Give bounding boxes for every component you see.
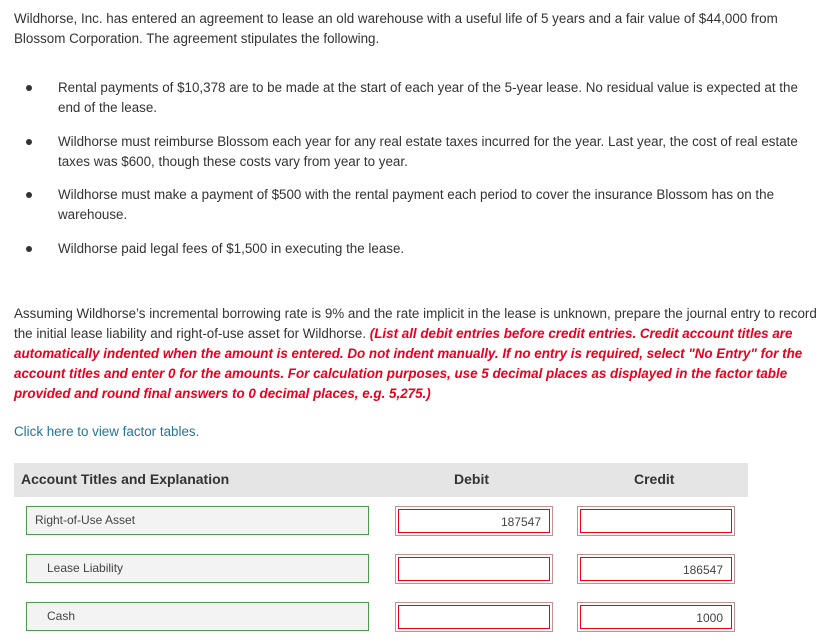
bullet-icon [26, 192, 32, 198]
list-item-text: Wildhorse must reimburse Blossom each year for any real estate taxes incurred for the year. Last year, the cost of real estate taxes was $600, though these costs vary from year to year. [58, 134, 798, 169]
debit-amount-value[interactable] [398, 605, 550, 629]
question-instructions: (List all debit entries before credit entries. Credit account titles are automatically indented when the amount is entered. Do not indent manually. If no entry is required, select "No Entry" for the account titles and enter 0 for the amounts. For calculation purposes, use 5 decimal places as displayed in the factor table provided and round final answers to 0 decimal places, e.g. 5,275.) [14, 326, 803, 401]
debit-amount-field[interactable] [395, 554, 553, 584]
debit-amount-field[interactable] [395, 506, 553, 536]
list-item-text: Wildhorse must make a payment of $500 with the rental payment each period to cover the insurance Blossom has on the warehouse. [58, 187, 775, 222]
bullet-icon [26, 246, 32, 252]
problem-intro: Wildhorse, Inc. has entered an agreement to lease an old warehouse with a useful life of 5 years and a fair value of $44,000 from Blossom Corporation. The agreement stipulates the following. [14, 11, 778, 46]
table-row [0, 506, 836, 536]
credit-column-header: Credit [634, 471, 675, 487]
table-row [0, 554, 836, 584]
credit-amount-field[interactable] [577, 506, 735, 536]
debit-amount-value[interactable]: 187547 [398, 509, 550, 533]
bullet-icon [26, 85, 32, 91]
account-column-header: Account Titles and Explanation [21, 471, 230, 487]
journal-table-header [14, 463, 748, 497]
table-row [0, 602, 836, 632]
credit-amount-field[interactable] [577, 554, 735, 584]
debit-amount-field[interactable] [395, 602, 553, 632]
factor-tables-link[interactable]: Click here to view factor tables. [14, 424, 200, 439]
debit-amount-value[interactable] [398, 557, 550, 581]
account-title-field[interactable]: Cash [26, 602, 369, 631]
credit-amount-value[interactable]: 1000 [580, 605, 732, 629]
list-item-text: Rental payments of $10,378 are to be made at the start of each year of the 5-year lease. No residual value is expected at the end of the lease. [58, 80, 798, 115]
debit-column-header: Debit [454, 471, 489, 487]
credit-amount-field[interactable] [577, 602, 735, 632]
bullet-icon [26, 139, 32, 145]
question-text: Assuming Wildhorse’s incremental borrowing rate is 9% and the rate implicit in the lease is unknown, prepare the journal entry to record the initial lease liability and right-of-use asset for Wildhorse. [14, 306, 817, 341]
account-title-field[interactable]: Lease Liability [26, 554, 369, 583]
account-title-field[interactable]: Right-of-Use Asset [26, 506, 369, 535]
list-item-text: Wildhorse paid legal fees of $1,500 in executing the lease. [58, 241, 405, 256]
credit-amount-value[interactable]: 186547 [580, 557, 732, 581]
question-prompt [14, 304, 830, 404]
credit-amount-value[interactable] [580, 509, 732, 533]
